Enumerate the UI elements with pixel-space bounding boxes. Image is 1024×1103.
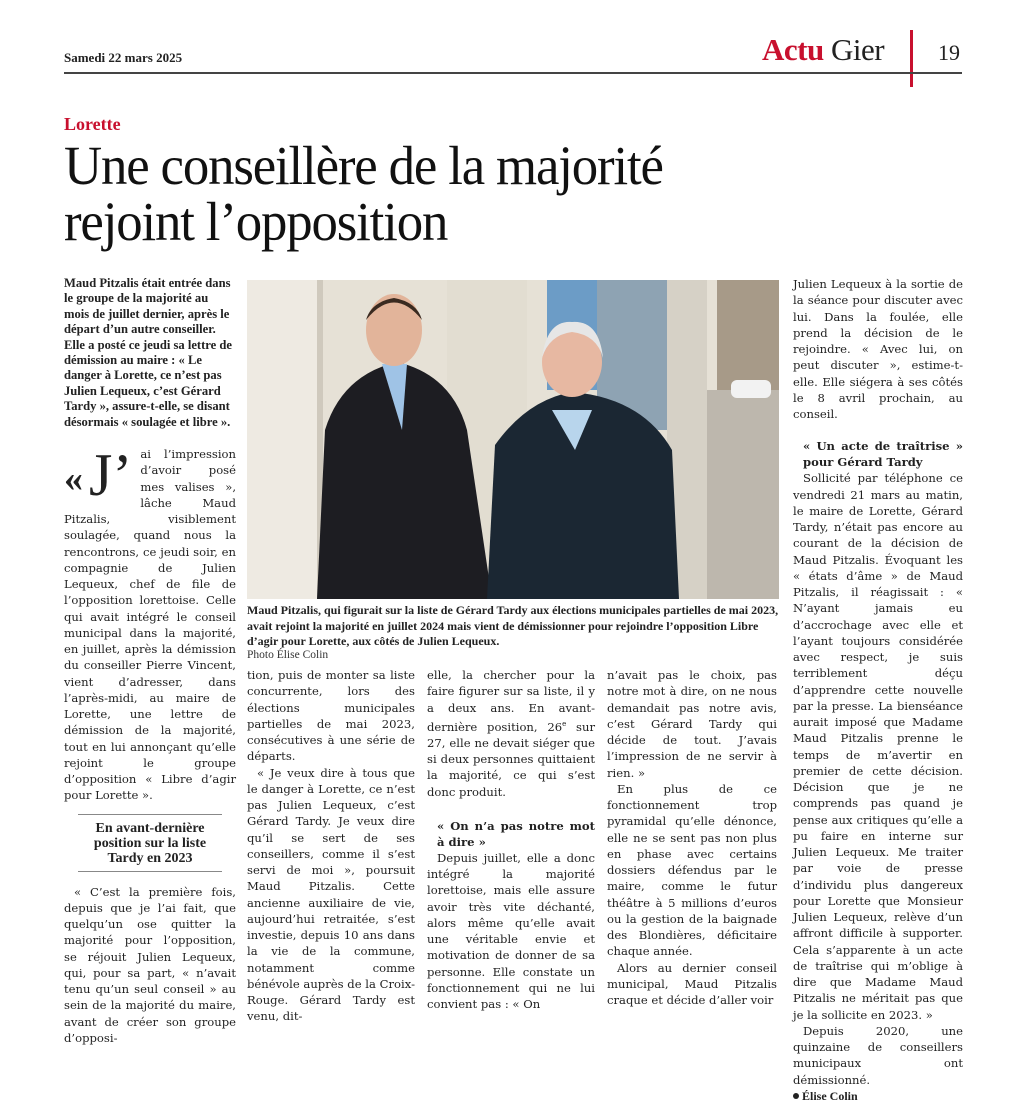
body-paragraph: Julien Lequeux à la sortie de la séance pour discuter avec lui. Dans la foulée, elle prend la décision de le rejoindre. « Avec lui, on peut discuter », estime-t-elle. Elle siégera à ses côtés le 8 avril prochain, au conseil. [793,277,963,421]
body-paragraph: ai l’impression d’avoir posé mes valises », lâche Maud Pitzalis, visiblement soulagée, quand nous la rencontrons, ce jeudi soir, en compagnie de Julien Lequeux, chef de file de l’opposition lorettoise. Celle qui avait intégré le conseil municipal dans la majorité, en juillet, après la démission du conseiller Pierre Vincent, vient d’adresser, dans l’après-midi, au maire de Lorette, une lettre de démission de la majorité, tout en lui annonçant qu’elle rejoint le groupe d’opposition « Libre d’agir pour Lorette ». [64,447,236,803]
body-paragraph: En plus de ce fonctionnement trop pyramidal qu’elle dénonce, elle ne se sent pas non plus en phase avec certains dossiers défendus par le maire, comme le futur théâtre à 5 millions d’euros ou la gestion de la baignade des Blondières, déficitaire chaque année. [607,781,777,959]
header-rule [64,72,962,74]
section-title [762,32,884,68]
section-title-red: Actu [762,32,824,67]
body-text: elle, la chercher pour la faire figurer sur sa liste, il y a deux ans. En avant-dernière position, 26 [427,668,595,734]
photo-illustration [247,280,779,599]
intertitle: « On n’a pas notre mot à dire » [437,818,595,849]
body-paragraph: « Je veux dire à tous que le danger à Lorette, ce n’est pas Julien Lequeux, c’est Gérard Tardy. Je veux dire qu’il se sert de ses conseillers, comme il s’est servi de moi », poursuit Maud Pitzalis. Cette ancienne auxiliaire de vie, aujourd’hui retraitée, s’est investie, depuis 10 ans dans la vie de la commune, notamment comme bénévole auprès de la Croix-Rouge. Gérard Tardy est venu, dit- [247,765,415,1024]
body-paragraph: Depuis juillet, elle a donc intégré la majorité lorettoise, mais elle assure avoir très vite déchanté, alors même qu’elle avait une véritable envie et motivation de donner de sa personne. Elle constate un fonctionnement qui ne lui convient pas : « On [427,850,595,1012]
body-paragraph: n’avait pas le choix, pas notre mot à dire, on ne nous demandait pas notre avis, c’est Gérard Tardy qui décide de tout. J’avais l’impression de ne servir à rien. » [607,668,777,780]
column-4 [607,667,777,1008]
intertitle: « Un acte de traîtrise » pour Gérard Tardy [803,439,963,470]
article-photo [247,280,779,599]
body-paragraph: Alors au dernier conseil municipal, Maud Pitzalis craque et décide d’aller voir [607,960,777,1007]
article-kicker: Lorette [64,114,121,134]
body-text: sur 27, elle ne devait siéger que si deux personnes quittaient la majorité, ce qui s’est donc produit. [427,719,595,799]
dropcap-letter: J’ [89,442,133,508]
lead-text: Maud Pitzalis était entrée dans le groupe de la majorité au mois de juillet dernier, après le départ d’un autre conseiller. Elle a posté ce jeudi sa lettre de démission au maire : « Le danger à Lorette, ce n’est pas Julien Lequeux, c’est Gérard Tardy », assure-t-elle, se disant désormais « soulagée et libre ». [64,276,232,429]
column-3 [427,667,595,1012]
photo-credit: Photo Élise Colin [247,649,329,661]
body-paragraph: tion, puis de monter sa liste concurrente, lors des élections municipales partielles de mai 2023, consécutives à une série de départs. [247,668,415,764]
article-title [64,135,928,252]
page-number: 19 [938,40,960,65]
body-paragraph [427,667,595,800]
body-paragraph: « C’est la première fois, depuis que je l’ai fait, que quelqu’un ose quitter la majorité pour l’opposition, se réjouit Julien Lequeux, qui, pour sa part, « n’avait tenu qu’un seul conseil » au sein de la majorité du maire, avant de créer son groupe d’opposi- [64,884,236,1045]
subheading: En avant-dernière position sur la liste Tardy en 2023 [78,814,222,872]
photo-caption: Maud Pitzalis, qui figurait sur la liste de Gérard Tardy aux élections municipales partielles de mai 2023, avait rejoint la majorité en juillet 2024 mais vient de démissionner pour rejoindre l’opposition Libre d’agir pour Lorette, aux côtés de Julien Lequeux. [247,603,779,648]
column-5 [793,276,963,1103]
body-paragraph: Depuis 2020, une quinzaine de conseillers municipaux ont démissionné. [793,1023,963,1087]
author-signature [793,1089,963,1103]
author-name: Élise Colin [802,1088,858,1103]
article-lead [64,276,236,430]
bullet-icon [793,1093,799,1099]
body-paragraph: Sollicité par téléphone ce vendredi 21 mars au matin, le maire de Lorette, Gérard Tardy, n’était pas encore au courant de la décision de Maud Pitzalis. Évoquant les « états d’âme » de Maud Pitzalis, il réagissait : « N’ayant jamais eu d’accrochage avec elle et l’ayant toujours considérée avec respect, je suis terriblement déçu d’apprendre cette nouvelle par la presse. La bienséance aurait imposé que Madame Maud Pitzalis prenne le temps de m’avertir en premier de cette décision. Décision que je ne comprends pas quand je pense aux critiques qu’elle a pu faire en interne sur Julien Lequeux. Me traiter par voie de presse d’individu plus dangereux pour Lorette que Monsieur Julien Lequeux, relève d’un affront difficile à supporter. Cela s’apparente à un acte de traîtrise qui m’oblige à dire que Madame Maud Pitzalis ne méritait pas que je la sollicite en 2023. » [793,471,963,1022]
title-line-2: rejoint l’opposition [64,191,448,252]
dropcap-quote: « [64,458,83,500]
page-date: Samedi 22 mars 2025 [64,50,183,65]
ordinal-suffix: e [562,719,567,728]
section-title-black: Gier [830,32,885,67]
column-1 [64,442,236,1046]
title-line-1: Une conseillère de la majorité [64,135,663,196]
column-2 [247,667,415,1025]
section-divider [910,30,913,87]
